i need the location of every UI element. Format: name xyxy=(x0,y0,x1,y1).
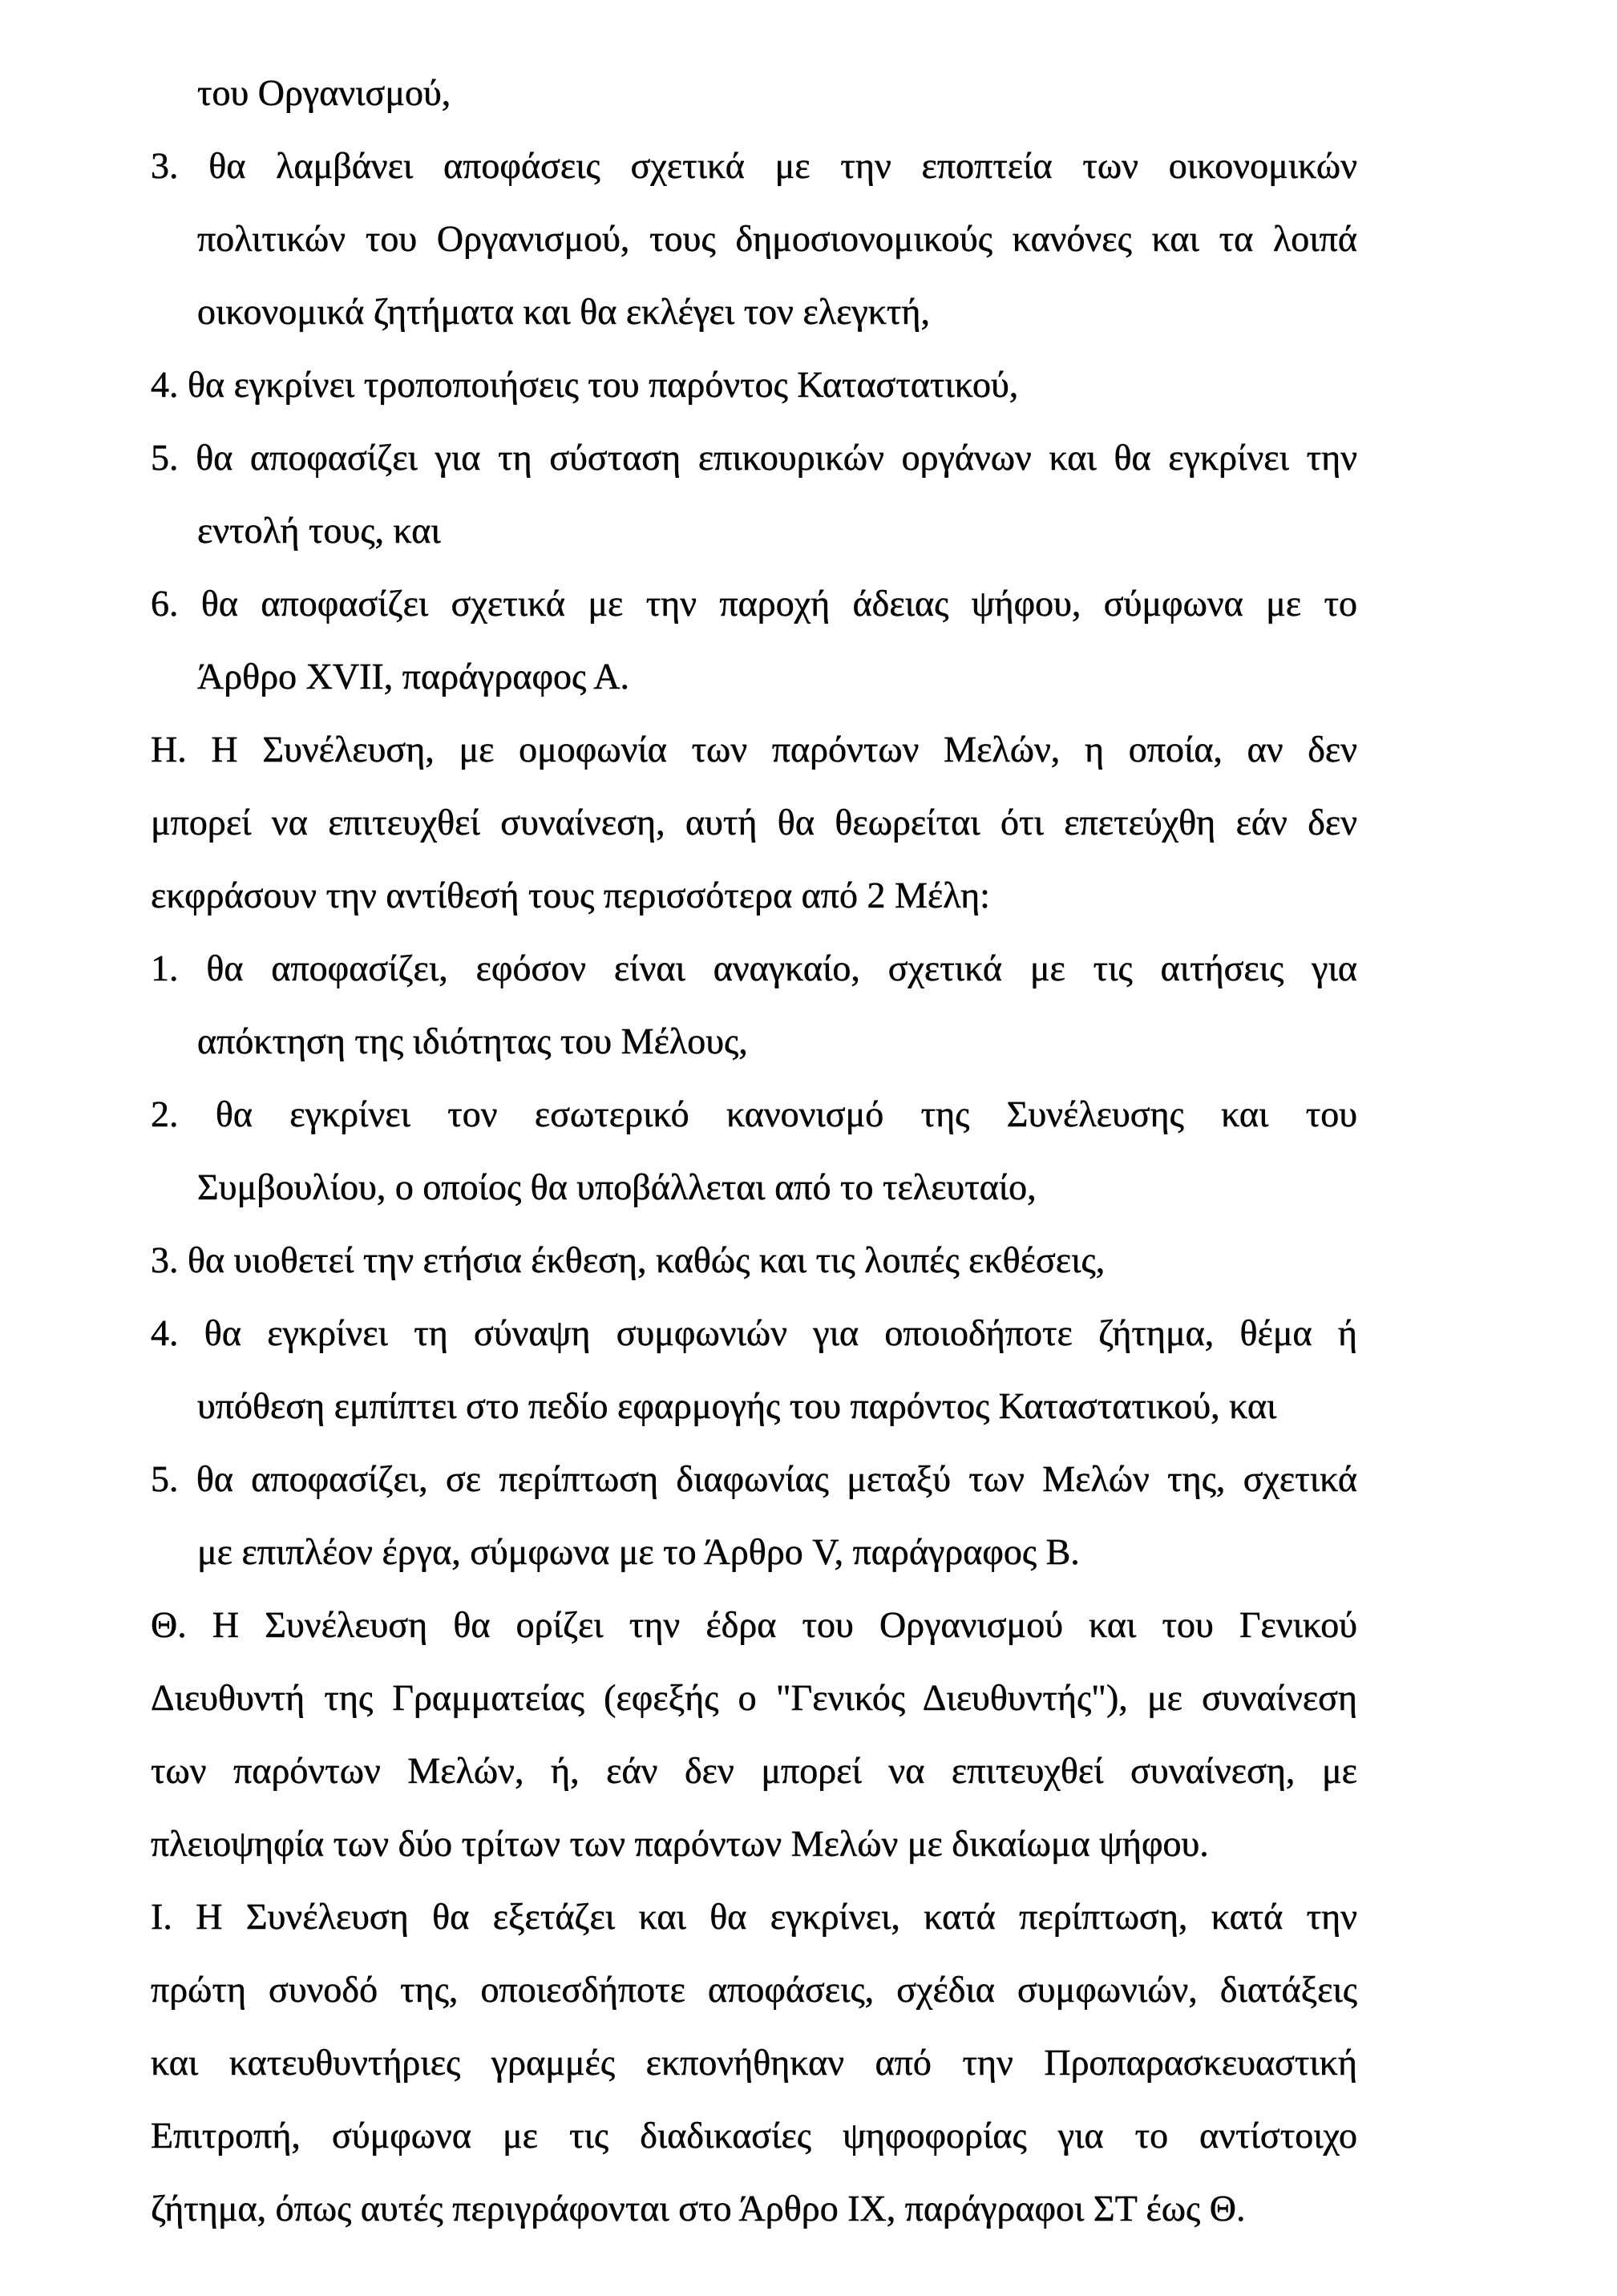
text-line: 6. θα αποφασίζει σχετικά με την παροχή άδειας ψήφου, σύμφωνα με το xyxy=(151,583,1357,624)
text-line: πολιτικών του Οργανισμού, τους δημοσιονομικούς κανόνες και τα λοιπά xyxy=(197,218,1357,259)
text-line: Θ. Η Συνέλευση θα ορίζει την έδρα του Οργανισμού και του Γενικού xyxy=(151,1604,1357,1645)
text-line: απόκτηση της ιδιότητας του Μέλους, xyxy=(197,1021,748,1061)
text-line: πλειοψηφία των δύο τρίτων των παρόντων Μελών με δικαίωμα ψήφου. xyxy=(151,1823,1209,1864)
list-item-3 xyxy=(151,1223,1357,1296)
text-line: 5. θα αποφασίζει για τη σύσταση επικουρικών οργάνων και θα εγκρίνει την xyxy=(151,437,1357,478)
list-item-4 xyxy=(151,348,1357,421)
text-line: εντολή τους, και xyxy=(197,510,441,551)
text-line: εκφράσουν την αντίθεσή τους περισσότερα από 2 Μέλη: xyxy=(151,875,990,916)
list-item-2 xyxy=(151,1077,1357,1223)
list-item-3 xyxy=(151,129,1357,348)
section-paragraph-Ι xyxy=(151,1880,1357,2245)
list-item-6 xyxy=(151,567,1357,713)
text-line: Άρθρο XVII, παράγραφος Α. xyxy=(197,656,629,697)
text-line: 1. θα αποφασίζει, εφόσον είναι αναγκαίο, σχετικά με τις αιτήσεις για xyxy=(151,948,1357,988)
text-line: Διευθυντή της Γραμματείας (εφεξής ο "Γενικός Διευθυντής"), με συναίνεση xyxy=(151,1677,1357,1718)
text-line: 4. θα εγκρίνει τροποποιήσεις του παρόντος Καταστατικού, xyxy=(151,364,1019,405)
text-line: Επιτροπή, σύμφωνα με τις διαδικασίες ψηφοφορίας για το αντίστοιχο xyxy=(151,2115,1357,2156)
text-line: με επιπλέον έργα, σύμφωνα με το Άρθρο V, παράγραφος Β. xyxy=(197,1531,1080,1572)
text-line: 4. θα εγκρίνει τη σύναψη συμφωνιών για οποιοδήποτε ζήτημα, θέμα ή xyxy=(151,1312,1357,1353)
text-line: Η. Η Συνέλευση, με ομοφωνία των παρόντων Μελών, η οποία, αν δεν xyxy=(151,729,1357,770)
text-line: 2. θα εγκρίνει τον εσωτερικό κανονισμό της Συνέλευσης και του xyxy=(151,1093,1357,1134)
section-paragraph-Η xyxy=(151,713,1357,932)
list-item-4 xyxy=(151,1296,1357,1442)
text-line: των παρόντων Μελών, ή, εάν δεν μπορεί να επιτευχθεί συναίνεση, με xyxy=(151,1750,1357,1791)
text-line: Συμβουλίου, ο οποίος θα υποβάλλεται από το τελευταίο, xyxy=(197,1166,1037,1207)
list-item-5 xyxy=(151,421,1357,567)
list-item-1 xyxy=(151,932,1357,1077)
continuation-paragraph xyxy=(151,56,1357,129)
text-line: 3. θα υιοθετεί την ετήσια έκθεση, καθώς και τις λοιπές εκθέσεις, xyxy=(151,1239,1106,1280)
text-line: υπόθεση εμπίπτει στο πεδίο εφαρμογής του παρόντος Καταστατικού, και xyxy=(197,1385,1277,1426)
text-line: ζήτημα, όπως αυτές περιγράφονται στο Άρθρο IX, παράγραφοι ΣΤ έως Θ. xyxy=(151,2188,1246,2229)
text-line: πρώτη συνοδό της, οποιεσδήποτε αποφάσεις, σχέδια συμφωνιών, διατάξεις xyxy=(151,1969,1357,2010)
text-line: 3. θα λαμβάνει αποφάσεις σχετικά με την εποπτεία των οικονομικών xyxy=(151,145,1357,186)
text-line: μπορεί να επιτευχθεί συναίνεση, αυτή θα θεωρείται ότι επετεύχθη εάν δεν xyxy=(151,802,1357,843)
text-block xyxy=(151,56,1357,2245)
text-line: 5. θα αποφασίζει, σε περίπτωση διαφωνίας μεταξύ των Μελών της, σχετικά xyxy=(151,1458,1357,1499)
text-line: και κατευθυντήριες γραμμές εκπονήθηκαν από την Προπαρασκευαστική xyxy=(151,2042,1357,2083)
section-paragraph-Θ xyxy=(151,1588,1357,1880)
text-line: του Οργανισμού, xyxy=(197,72,451,113)
text-line: Ι. Η Συνέλευση θα εξετάζει και θα εγκρίνει, κατά περίπτωση, κατά την xyxy=(151,1896,1357,1937)
text-line: οικονομικά ζητήματα και θα εκλέγει τον ελεγκτή, xyxy=(197,291,930,332)
list-item-5 xyxy=(151,1442,1357,1588)
